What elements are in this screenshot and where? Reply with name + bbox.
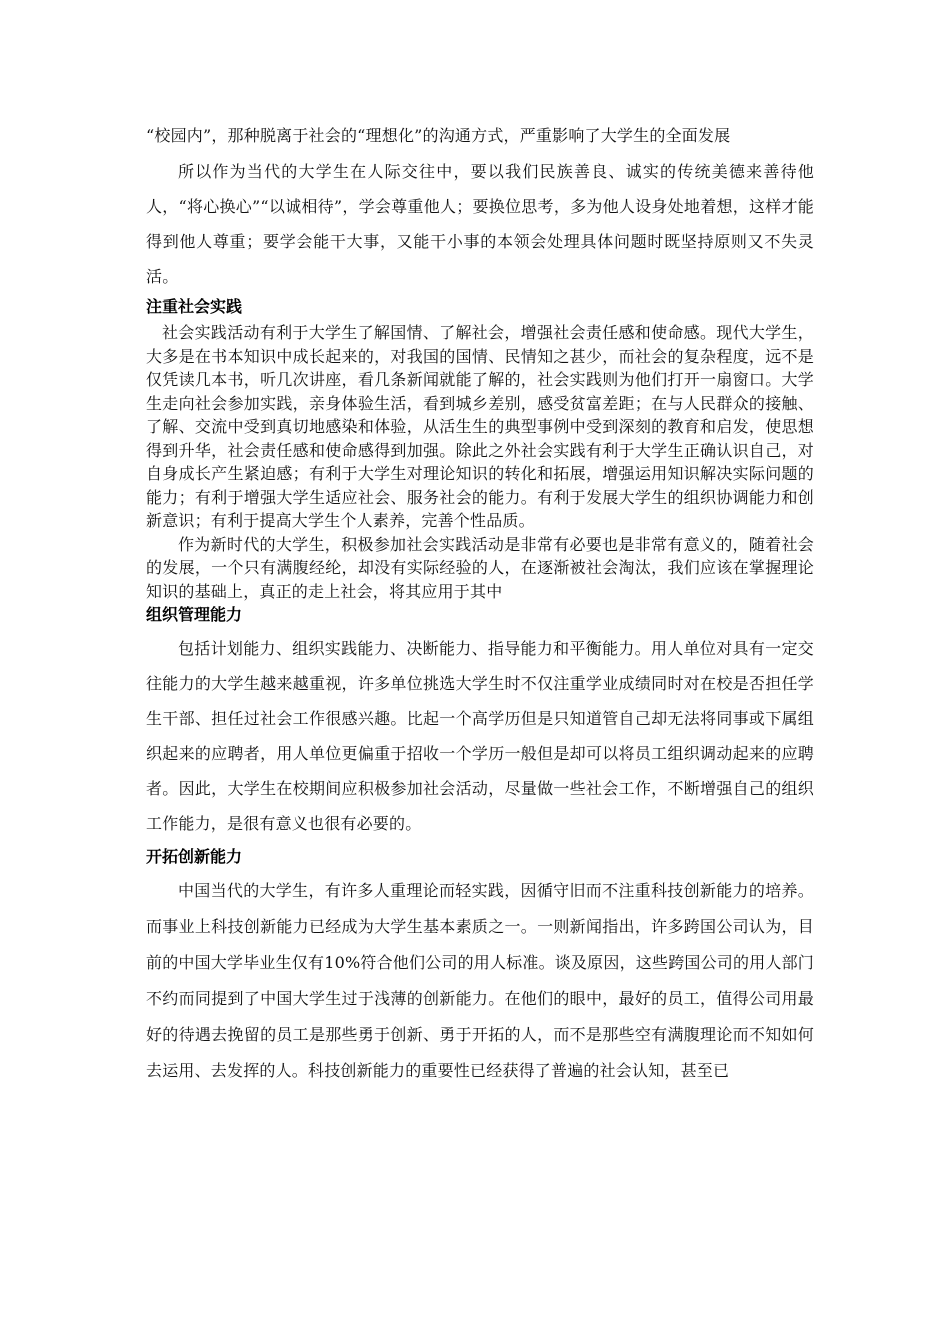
document-body <box>146 125 814 1089</box>
paragraph-organization-management: 包括计划能力、组织实践能力、决断能力、指导能力和平衡能力。用人单位对具有一定交往能力的大学生越来越重视，许多单位挑选大学生时不仅注重学业成绩同时对在校是否担任学生干部、担任过社会工作很感兴趣。比起一个高学历但是只知道管自己却无法将同事或下属组织起来的应聘者，用人单位更偏重于招收一个学历一般但是却可以将员工组织调动起来的应聘者。因此，大学生在校期间应积极参加社会活动，尽量做一些社会工作，不断增强自己的组织工作能力，是很有意义也很有必要的。 <box>146 639 814 833</box>
section-heading-innovation: 开拓创新能力 <box>146 847 243 866</box>
paragraph-interpersonal: 所以作为当代的大学生在人际交往中，要以我们民族善良、诚实的传统美德来善待他人，“将心换心”“以诚相待”，学会尊重他人；要换位思考，多为他人设身处地着想，这样才能得到他人尊重；要学会能干大事，又能干小事的本领会处理具体问题时既坚持原则又不失灵活。 <box>146 162 814 286</box>
spacer <box>146 147 814 154</box>
section-heading-social-practice: 注重社会实践 <box>146 297 243 316</box>
paragraph-social-practice-1: 社会实践活动有利于大学生了解国情、了解社会，增强社会责任感和使命感。现代大学生，大多是在书本知识中成长起来的，对我国的国情、民情知之甚少，而社会的复杂程度，远不是仅凭读几本书，听几次讲座，看几条新闻就能了解的，社会实践则为他们打开一扇窗口。大学生走向社会参加实践，亲身体验生活，看到城乡差别，感受贫富差距；在与人民群众的接触、了解、交流中受到真切地感染和体验，从活生生的典型事例中受到深刻的教育和启发，使思想得到升华，社会责任感和使命感得到加强。除此之外社会实践有利于大学生正确认识自己，对自身成长产生紧迫感；有利于大学生对理论知识的转化和拓展，增强运用知识解决实际问题的能力；有利于增强大学生适应社会、服务社会的能力。有利于发展大学生的组织协调能力和创新意识；有利于提高大学生个人素养，完善个性品质。 <box>146 323 814 530</box>
paragraph-intro-tail: “校园内”，那种脱离于社会的“理想化”的沟通方式，严重影响了大学生的全面发展 <box>146 126 731 145</box>
section-heading-organization-management: 组织管理能力 <box>146 605 243 624</box>
paragraph-social-practice-2: 作为新时代的大学生，积极参加社会实践活动是非常有必要也是非常有意义的，随着社会的发展，一个只有满腹经纶，却没有实际经验的人，在逐渐被社会淘汰，我们应该在掌握理论知识的基础上，真正的走上社会，将其应用于其中 <box>146 534 814 601</box>
paragraph-innovation: 中国当代的大学生，有许多人重理论而轻实践，因循守旧而不注重科技创新能力的培养。而事业上科技创新能力已经成为大学生基本素质之一。一则新闻指出，许多跨国公司认为，目前的中国大学毕业生仅有10%符合他们公司的用人标准。谈及原因，这些跨国公司的用人部门不约而同提到了中国大学生过于浅薄的创新能力。在他们的眼中，最好的员工，值得公司用最好的待遇去挽留的员工是那些勇于创新、勇于开拓的人，而不是那些空有满腹理论而不知如何去运用、去发挥的人。科技创新能力的重要性已经获得了普遍的社会认知，甚至已 <box>146 881 814 1080</box>
